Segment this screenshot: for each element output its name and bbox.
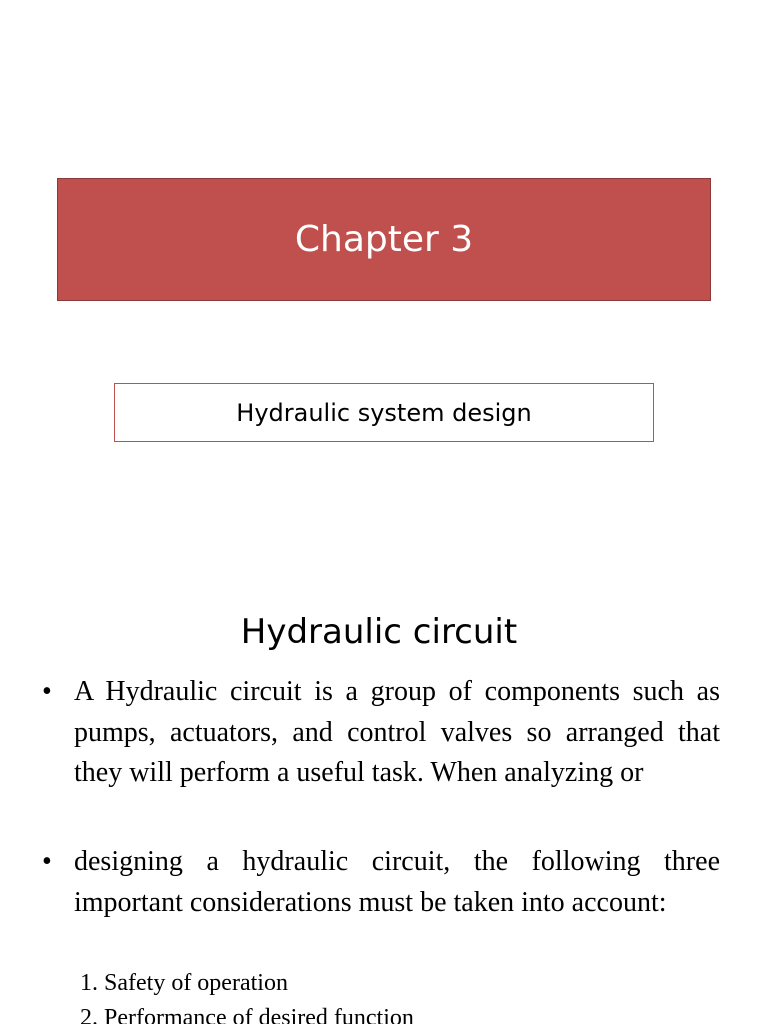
list-item: 1. Safety of operation: [80, 970, 288, 996]
bullet-dot-icon: •: [42, 846, 52, 877]
bullet-item-2: designing a hydraulic circuit, the following three important considerations must be taken into account:: [74, 846, 720, 918]
chapter-title-box: [57, 178, 711, 301]
chapter-subtitle: Hydraulic system design: [236, 398, 532, 427]
bullet-item-1: A Hydraulic circuit is a group of components such as pumps, actuators, and control valves so arranged that they will perform a useful task. When analyzing or: [74, 676, 720, 788]
list-item: 2. Performance of desired function: [80, 1005, 414, 1024]
content-slide: [0, 576, 768, 1024]
slide-heading: Hydraulic circuit: [240, 612, 518, 652]
bullet-dot-icon: •: [42, 676, 52, 707]
subtitle-box: [114, 383, 654, 442]
chapter-title: Chapter 3: [294, 219, 474, 260]
considerations-list: [80, 966, 720, 1024]
